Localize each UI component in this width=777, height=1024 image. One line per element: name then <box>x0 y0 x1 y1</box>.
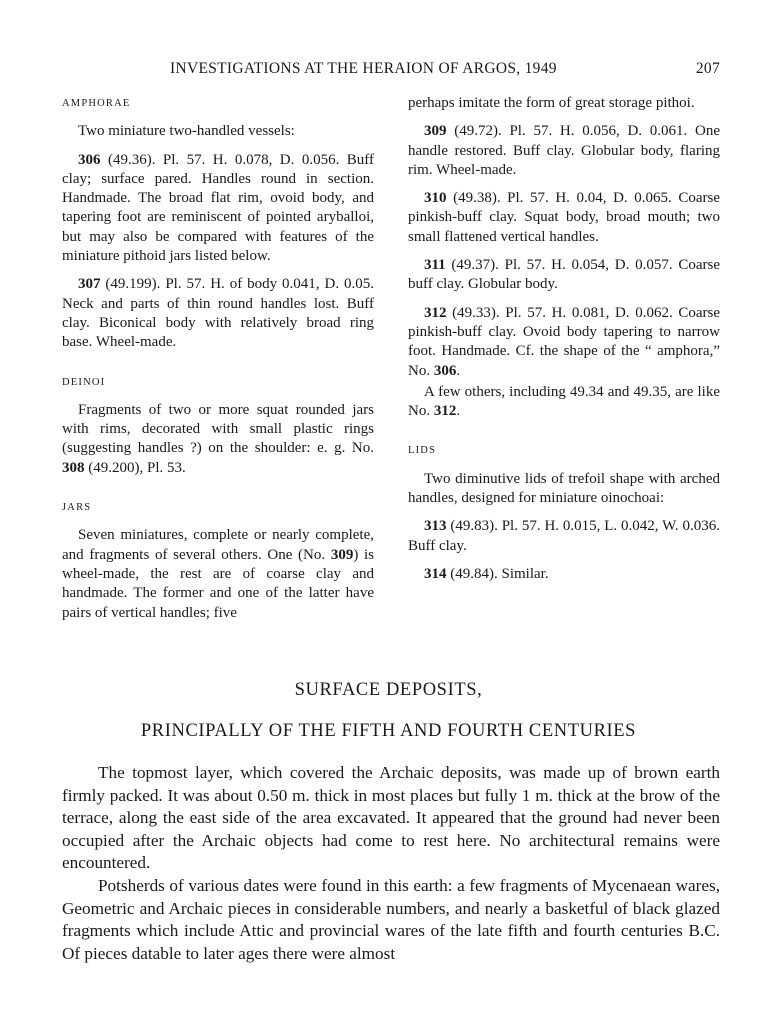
text-run: . <box>456 403 461 420</box>
jars-paragraph <box>62 526 374 622</box>
entry-number: 311 <box>424 257 446 274</box>
bc-abbrev: B.C. <box>688 921 720 941</box>
amphorae-intro: Two miniature two-handled vessels: <box>78 123 295 140</box>
entry-number: 314 <box>424 565 447 582</box>
catalog-entry-312 <box>408 304 720 381</box>
main-body-text <box>62 762 720 965</box>
entry-text: (49.33). Pl. 57. H. 0.081, D. 0.062. Coarse pinkish-buff clay. Ovoid body tapering to narrow foot. Handmade. Cf. the shape of the “ amphora,” No. <box>408 304 720 379</box>
section-subtitle: PRINCIPALLY OF THE FIFTH AND FOURTH CENTURIES <box>140 721 637 741</box>
catalog-entry-307 <box>62 275 374 352</box>
running-title: INVESTIGATIONS AT THE HERAION OF ARGOS, 1949 <box>170 60 557 77</box>
entry-number: 307 <box>78 276 101 293</box>
section-title: SURFACE DEPOSITS, <box>294 680 483 700</box>
entry-number: 313 <box>424 518 447 535</box>
section-heading-jars: JARS <box>62 502 92 514</box>
running-head <box>62 60 720 82</box>
text-run: A few others, including 49.34 and 49.35, are like No. <box>408 383 720 420</box>
entry-number: 306 <box>78 151 101 168</box>
text-run: ) is wheel-made, the rest are of coarse clay and handmade. The former and one of the latter have pairs of vertical handles; five <box>62 546 374 621</box>
text-run: . <box>456 362 461 379</box>
entry-ref: 308 <box>62 459 85 476</box>
entry-number: 309 <box>424 123 447 140</box>
catalog-entry-310 <box>408 189 720 247</box>
section-heading-amphorae: AMPHORAE <box>62 98 131 109</box>
entry-text: (49.37). Pl. 57. H. 0.054, D. 0.057. Coarse buff clay. Globular body. <box>408 257 720 293</box>
jars-continuation: perhaps imitate the form of great storage pithoi. <box>408 95 695 111</box>
others-paragraph <box>408 383 720 422</box>
catalog-entry-313 <box>408 517 720 556</box>
entry-text: (49.72). Pl. 57. H. 0.056, D. 0.061. One handle restored. Buff clay. Globular body, flaring rim. Wheel-made. <box>408 123 720 178</box>
text-run: Fragments of two or more squat rounded jars with rims, decorated with small plastic rings (suggesting handles ?) on the shoulder: e. g. No. <box>62 401 374 457</box>
catalog-entry-311 <box>408 256 720 295</box>
entry-text: (49.38). Pl. 57. H. 0.04, D. 0.065. Coarse pinkish-buff clay. Squat body, broad mouth; two small flattened vertical handles. <box>408 190 720 245</box>
deinoi-paragraph <box>62 401 374 478</box>
entry-number: 312 <box>424 304 447 321</box>
entry-text: (49.36). Pl. 57. H. 0.078, D. 0.056. Buff clay; surface pared. Handles round in section. Handmade. The broad flat rim, ovoid body, and tapering foot are reminiscent of pointed aryballoi, but may also be compared with features of the miniature pithoid jars listed below. <box>62 151 374 265</box>
catalog-entry-314 <box>408 565 720 584</box>
entry-ref: 309 <box>330 546 354 563</box>
section-heading-deinoi: DEINOI <box>62 376 106 388</box>
text-run: Potsherds of various dates were found in this earth: a few fragments of Mycenaean wares, Geometric and Archaic pieces in considerable numbers, and nearly a basketful of black glazed fragments which include Attic and provincial wares of the late fifth and fourth centuries <box>62 875 720 941</box>
entry-number: 310 <box>424 190 447 207</box>
catalog-entry-309 <box>408 122 720 180</box>
body-paragraph-1: The topmost layer, which covered the Archaic deposits, was made up of brown earth firmly packed. It was about 0.50 m. thick in most places but fully 1 m. thick at the brow of the terrace, along the east side of the area excavated. It appeared that the ground had never been occupied after the Archaic objects had come to rest here. No architectural remains were encountered. <box>62 763 720 873</box>
text-run: Of pieces datable to later ages there were almost <box>62 943 396 963</box>
body-paragraph-2 <box>62 875 720 965</box>
lids-intro: Two diminutive lids of trefoil shape with arched handles, designed for miniature oinochoai: <box>408 470 720 507</box>
page-number: 207 <box>695 60 720 77</box>
text-run: Seven miniatures, complete or nearly complete, and fragments of several others. One (No. <box>62 527 374 563</box>
entry-text: (49.199). Pl. 57. H. of body 0.041, D. 0.05. Neck and parts of thin round handles lost. Buff clay. Biconical body with relatively broad ring base. Wheel-made. <box>62 276 374 351</box>
section-heading-lids: LIDS <box>408 445 437 457</box>
entry-ref: 306 <box>433 362 457 379</box>
catalog-entry-306 <box>62 151 374 267</box>
entry-ref: 312 <box>433 403 457 420</box>
entry-text: (49.83). Pl. 57. H. 0.015, L. 0.042, W. 0.036. Buff clay. <box>408 518 720 554</box>
right-column <box>408 94 720 593</box>
entry-text: (49.84). Similar. <box>446 565 549 582</box>
text-run: (49.200), Pl. 53. <box>84 459 186 476</box>
left-column <box>62 94 374 632</box>
